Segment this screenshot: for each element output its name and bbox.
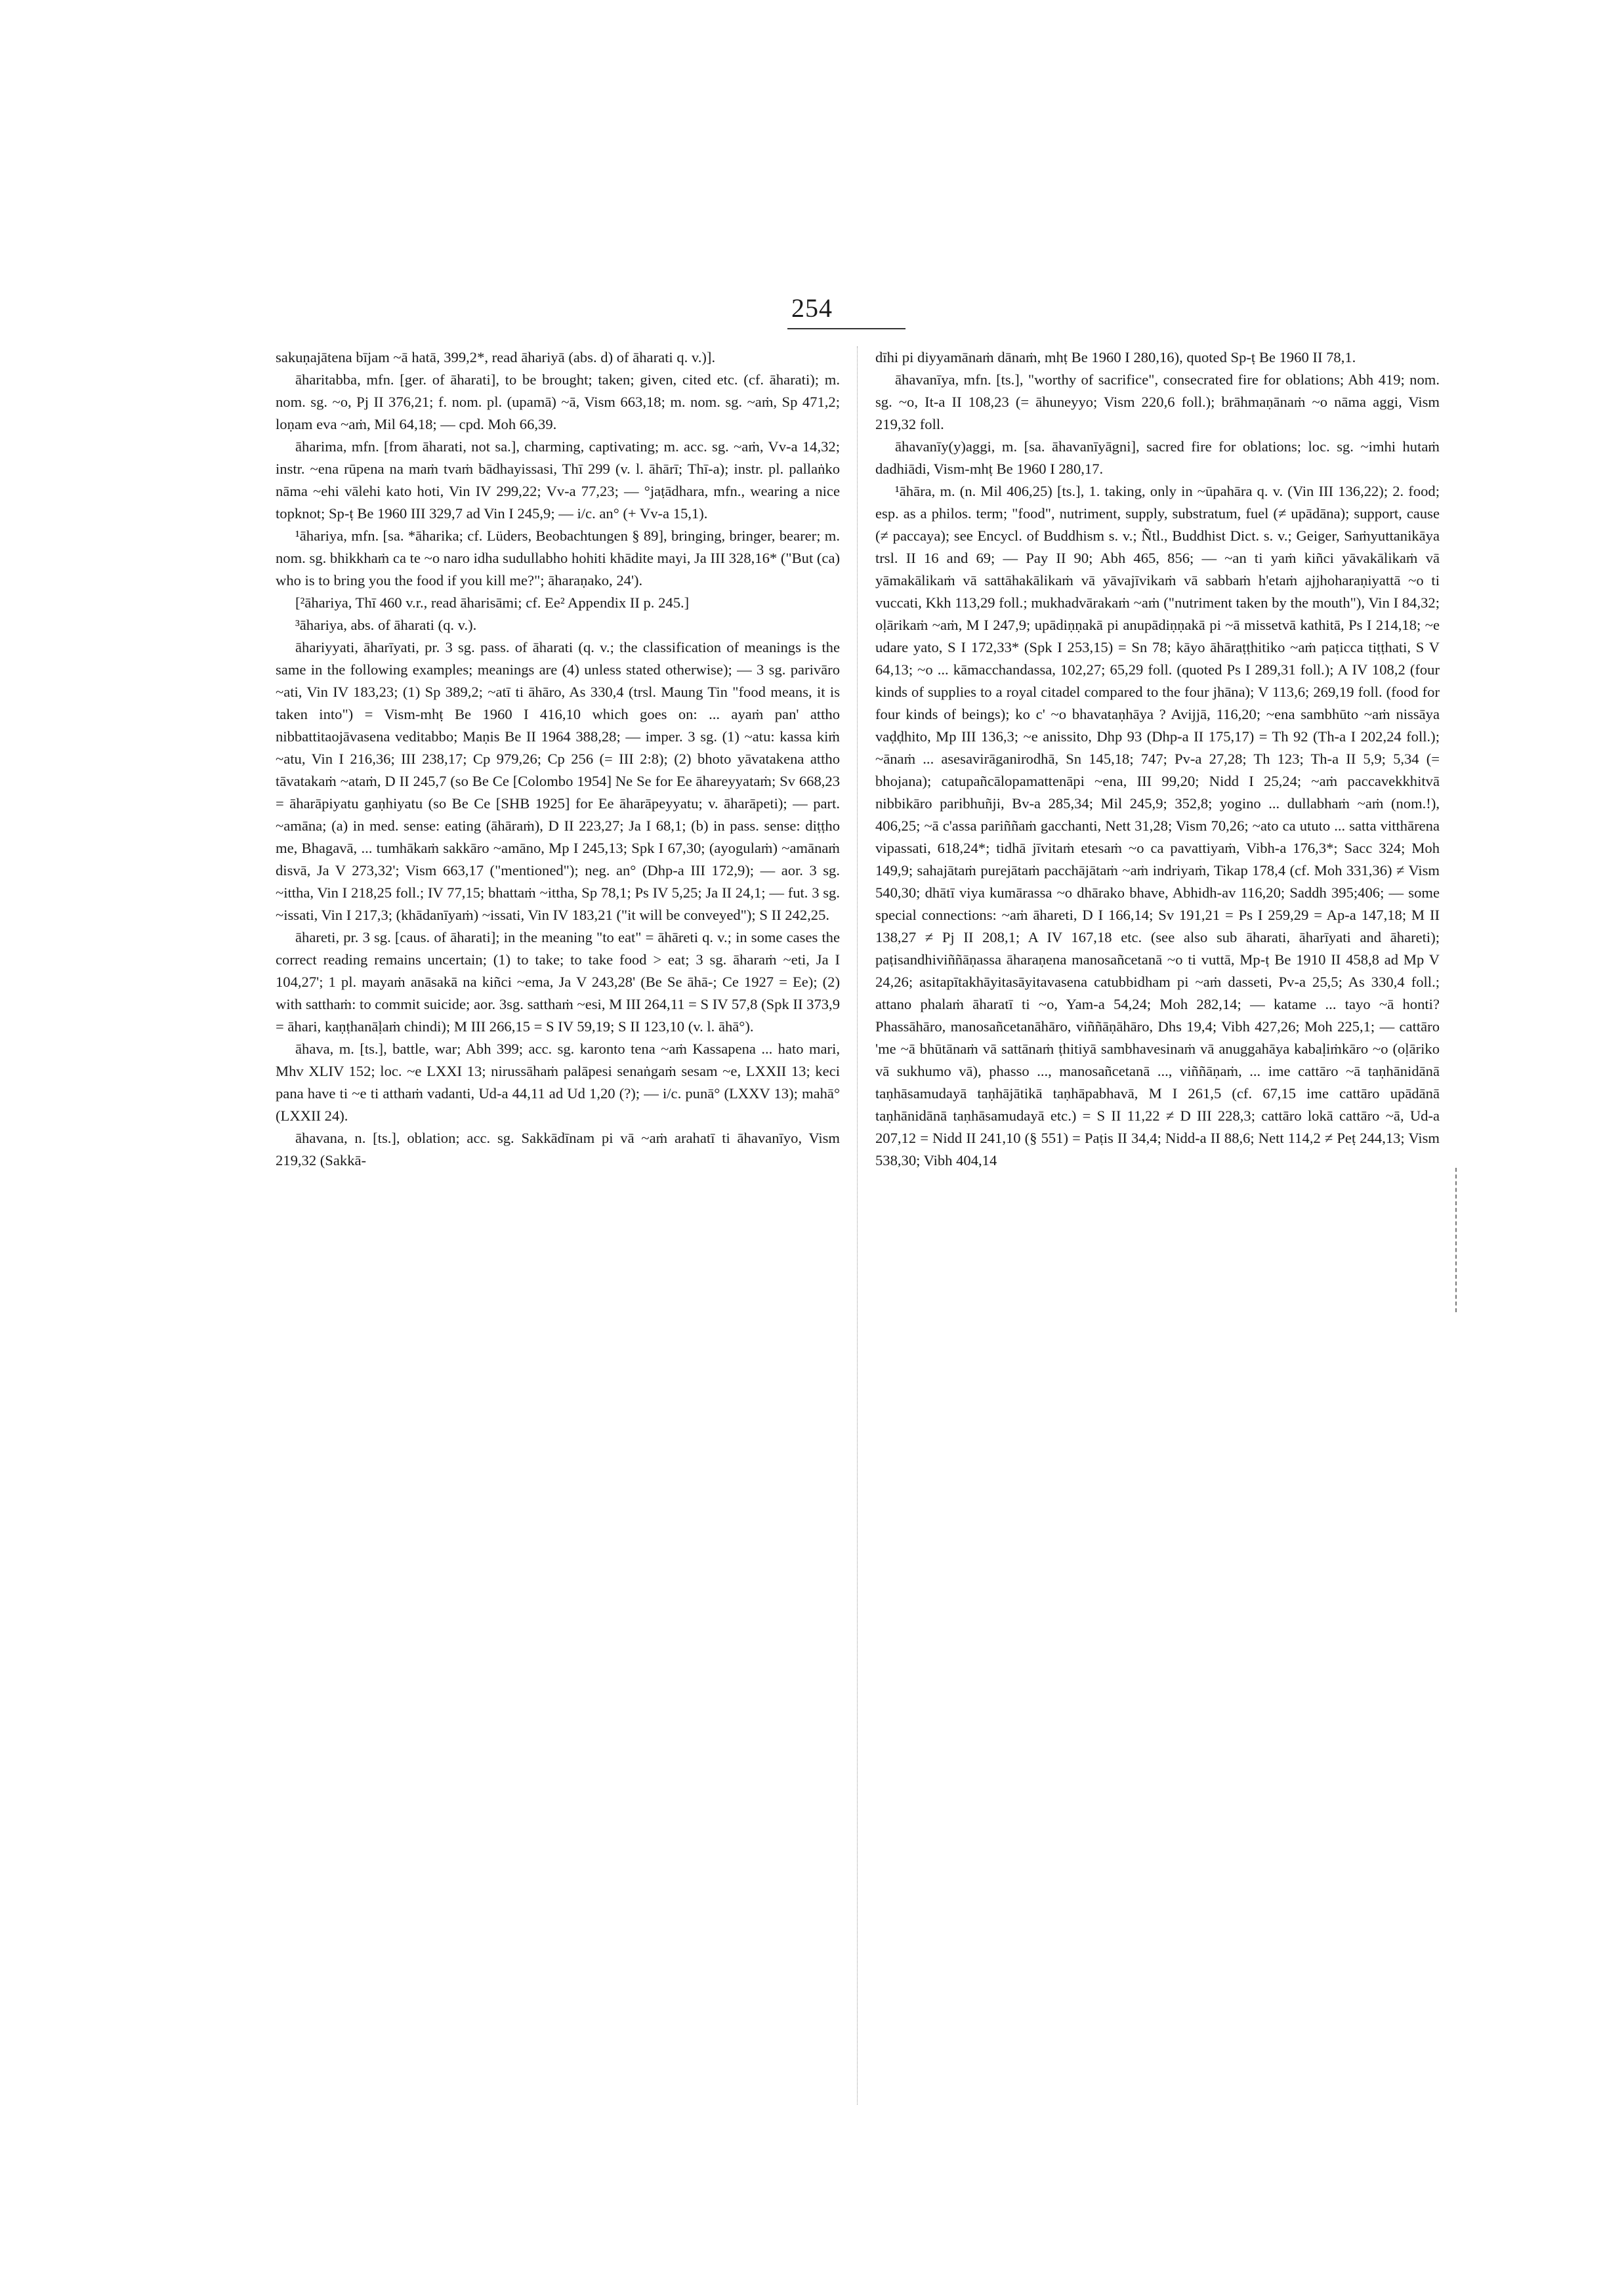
entry-ahareti: āhareti, pr. 3 sg. [caus. of āharati]; in the meaning "to eat" = āhāreti q. v.; in some cases the correct reading remains uncertain; (1) to take; to take food > eat; 3 sg. āharaṁ ~eti, Ja I 104,27'; 1 pl. mayaṁ anāsakā na kiñci ~ema, Ja V 243,28' (Be Se āhā-; Ce 1927 = Ee); (2) with satthaṁ: to commit suicide; aor. 3sg. satthaṁ ~esi, M III 264,11 = S IV 57,8 (Spk II 373,9 = āhari, kaṇṭhanāḷaṁ chindi); M III 266,15 = S IV 59,19; S II 123,10 (v. l. āhā°). <box>276 929 840 1035</box>
right-column <box>875 346 1440 2223</box>
left-column <box>276 346 840 2223</box>
entry-ahavana: āhavana, n. [ts.], oblation; acc. sg. Sakkādīnam pi vā ~aṁ arahatī ti āhavanīyo, Vism 219,32 (Sakkā- <box>276 1130 840 1168</box>
page-number-rule <box>787 328 906 329</box>
entry-aharitabba: āharitabba, mfn. [ger. of āharati], to be brought; taken; given, cited etc. (cf. āharati); m. nom. sg. ~o, Pj II 376,21; f. nom. pl. (upamā) ~ā, Vism 663,18; m. nom. sg. ~aṁ, Sp 471,2; loṇam eva ~aṁ, Mil 64,18; — cpd. Moh 66,39. <box>276 371 840 432</box>
entry-continuation: sakuṇajātena bījam ~ā hatā, 399,2*, read āhariyā (abs. d) of āharati q. v.)]. <box>276 349 716 365</box>
entry-ahariyyati: āhariyyati, āharīyati, pr. 3 sg. pass. of āharati (q. v.; the classification of meanings is the same in the following examples; meanings are (4) unless stated otherwise); — 3 sg. parivāro ~ati, Vin IV 183,23; (1) Sp 389,2; ~atī ti āhāro, As 330,4 (trsl. Maung Tin "food means, it is taken into") = Vism-mhṭ Be 1960 I 416,10 which goes on: ... ayaṁ pan' attho nibbattitaojāvasena veditabbo; Maṇis Be II 1964 388,28; — imper. 3 sg. (1) ~atu: kassa kiṁ ~atu, Vin I 216,36; III 238,17; Cp 979,26; Cp 256 (= III 2:8); (2) bhoto yāvatakena attho tāvatakaṁ ~ataṁ, D II 245,7 (so Be Ce [Colombo 1954] Ne Se for Ee āhareyyataṁ; Sv 668,23 = āharāpiyatu gaṇhiyatu (so Be Ce [SHB 1925] for Ee āharāpeyyatu; v. āharāpeti); — part. ~amāna; (a) in med. sense: eating (āhāraṁ), D II 223,27; Ja I 68,1; (b) in pass. sense: diṭṭho me, Bhagavā, ... tumhākaṁ sakkāro ~amāno, Mp I 245,13; Spk I 67,30; (ayogulaṁ) ~amānaṁ disvā, Ja V 273,32'; Vism 663,17 ("mentioned"); neg. an° (Dhp-a III 172,9); — aor. 3 sg. ~ittha, Vin I 218,25 foll.; IV 77,15; bhattaṁ ~ittha, Sp 78,1; Ps IV 5,25; Ja II 24,1; — fut. 3 sg. ~issati, Vin I 217,3; (khādanīyaṁ) ~issati, Vin IV 183,21 ("it will be conveyed"); S II 242,25. <box>276 639 840 923</box>
entry-ahava: āhava, m. [ts.], battle, war; Abh 399; acc. sg. karonto tena ~aṁ Kassapena ... hato mari, Mhv XLIV 152; loc. ~e LXXI 13; nirussāhaṁ palāpesi senaṅgaṁ sesam ~e, LXXII 13; keci pana have ti ~e ti atthaṁ vadanti, Ud-a 44,11 ad Ud 1,20 (?); — i/c. punā° (LXXV 13); mahā° (LXXII 24). <box>276 1041 840 1124</box>
margin-scan-marks <box>1455 1168 1457 1312</box>
entry-ahariya-1: ¹āhariya, mfn. [sa. *āharika; cf. Lüders, Beobachtungen § 89], bringing, bringer, bearer; m. nom. sg. bhikkhaṁ ca te ~o naro idha sudullabho hohiti khādite mayi, Ja III 328,16* ("But (ca) who is to bring you the food if you kill me?"; āharaṇako, 24'). <box>276 527 840 589</box>
column-divider <box>857 346 858 2105</box>
entry-ahara-1: ¹āhāra, m. (n. Mil 406,25) [ts.], 1. taking, only in ~ūpahāra q. v. (Vin III 136,22); 2. food; esp. as a philos. term; "food", nutriment, supply, substratum, fuel (≠ upādāna); support, cause (≠ paccaya); see Encycl. of Buddhism s. v.; Ñtl., Buddhist Dict. s. v.; Geiger, Saṁyuttanikāya trsl. II 16 and 69; — Pay II 90; Abh 465, 856; — ~an ti yaṁ kiñci yāvakālikaṁ vā yāmakālikaṁ vā sattāhakālikaṁ vā yāvajīvikaṁ vā sabbaṁ h'etaṁ ajjhoharaṇiyattā ~o ti vuccati, Kkh 113,29 foll.; mukhadvārakaṁ ~aṁ ("nutriment taken by the mouth"), Vin I 84,32; oḷārikaṁ ~aṁ, M I 247,9; upādiṇṇakā pi anupādiṇṇakā pi ~ā missetvā kathitā, Ps I 214,18; ~e udare yato, S I 172,33* (Spk I 253,15) = Sn 78; kāyo āhāraṭṭhitiko ~aṁ paṭicca tiṭṭhati, S V 64,13; ~o ... kāmacchandassa, 102,27; 65,29 foll. (quoted Ps I 289,31 foll.); A IV 108,2 (four kinds of supplies to a royal citadel compared to the four jhāna); V 113,6; 269,19 foll. (food for four kinds of beings); ko c' ~o bhavataṇhāya ? Avijjā, 116,20; ~ena sambhūto ~aṁ nissāya vaḍḍhito, Mp III 136,3; ~e anissito, Dhp 93 (Dhp-a II 175,17) = Th 92 (Th-a I 202,24 foll.); ~ānaṁ ... asesavirāganirodhā, Sn 145,18; 747; Pv-a 27,28; Th 123; Th-a II 5,9; 5,34 (= bhojana); catupañcālopamattenāpi ~ena, III 99,20; Nidd I 25,24; ~aṁ paccavekkhitvā nibbikāro paribhuñji, Bv-a 285,34; Mil 245,9; 352,8; yogino ... dullabhaṁ ~aṁ (nom.!), 406,25; ~ā c'assa pariññaṁ gacchanti, Nett 31,28; Vism 70,26; ~ato ca ututo ... satta vitthārena vipassati, 618,24*; tidhā jīvitaṁ etesaṁ ~o ca pavattiyaṁ, Vibh-a 176,3*; Sacc 324; Moh 149,9; sahajātaṁ purejātaṁ pacchājātaṁ ~aṁ indriyaṁ, Tikap 178,4 (cf. Moh 331,36) ≠ Vism 540,30; dhātī viya kumārassa ~o dhārako bhave, Abhidh-av 116,20; Saddh 395;406; — some special connections: ~aṁ āhareti, D I 166,14; Sv 191,21 = Ps I 259,29 = Ap-a 147,18; M II 138,27 ≠ Pj II 208,1; A IV 167,18 etc. (see also sub āharati, āharīyati and āhareti); paṭisandhiviññāṇassa āharaṇena manosañcetanā ~o ti vuttā, Mp-ṭ Be 1910 II 458,8 ad Mp V 24,26; asitapītakhāyitasāyitavasena catubbidham pi ~aṁ dasseti, Pv-a 25,5; As 330,4 foll.; attano phalaṁ āharatī ti ~o, Yam-a 54,24; Moh 282,14; — katame ... tayo ~ā honti? Phassāhāro, manosañcetanāhāro, viññāṇāhāro, Dhs 19,4; Vibh 427,26; Moh 225,1; — cattāro 'me ~ā bhūtānaṁ vā sattānaṁ ṭhitiyā sambhavesinaṁ vā anuggahāya kabaḷiṁkāro ~o (oḷāriko vā sukhumo vā), phasso ..., manosañcetanā ..., viññāṇaṁ, ... ime cattāro ~ā taṇhānidānā taṇhāsamudayā taṇhājātikā taṇhāpabhavā, M I 261,5 (cf. 67,15 ime cattāro upādānā taṇhānidānā taṇhāsamudayā etc.) = S II 11,22 ≠ D III 228,3; cattāro lokā cattāro ~ā, Ud-a 207,12 = Nidd II 241,10 (§ 551) = Paṭis II 34,4; Nidd-a II 88,6; Nett 114,2 ≠ Peṭ 244,13; Vism 538,30; Vibh 404,14 <box>875 483 1440 1168</box>
entry-aharima: āharima, mfn. [from āharati, not sa.], charming, captivating; m. acc. sg. ~aṁ, Vv-a 14,32; instr. ~ena rūpena na maṁ tvaṁ bādhayissasi, Thī 299 (v. l. āhārī; Thī-a); instr. pl. pallaṅko nāma ~ehi vālehi kato hoti, Vin IV 299,22; Vv-a 77,23; — °jaṭādhara, mfn., wearing a nice topknot; Sp-ṭ Be 1960 III 329,7 ad Vin I 245,9; — i/c. an° (+ Vv-a 15,1). <box>276 438 840 522</box>
page-number: 254 <box>791 293 833 323</box>
entry-ahariya-3: ³āhariya, abs. of āharati (q. v.). <box>295 617 477 633</box>
entry-continuation-right: dīhi pi diyyamānaṁ dānaṁ, mhṭ Be 1960 I 280,16), quoted Sp-ṭ Be 1960 II 78,1. <box>875 349 1356 365</box>
entry-ahavaniyaggi: āhavanīy(y)aggi, m. [sa. āhavanīyāgni], sacred fire for oblations; loc. sg. ~imhi hutaṁ dadhiādi, Vism-mhṭ Be 1960 I 280,17. <box>875 438 1440 477</box>
entry-ahavaniya: āhavanīya, mfn. [ts.], "worthy of sacrifice", consecrated fire for oblations; Abh 419; nom. sg. ~o, It-a II 108,23 (= āhuneyyo; Vism 220,6 foll.); brāhmaṇānaṁ ~o nāma aggi, Vism 219,32 foll. <box>875 371 1440 432</box>
entry-ahariya-2: [²āhariya, Thī 460 v.r., read āharisāmi; cf. Ee² Appendix II p. 245.] <box>295 594 690 611</box>
